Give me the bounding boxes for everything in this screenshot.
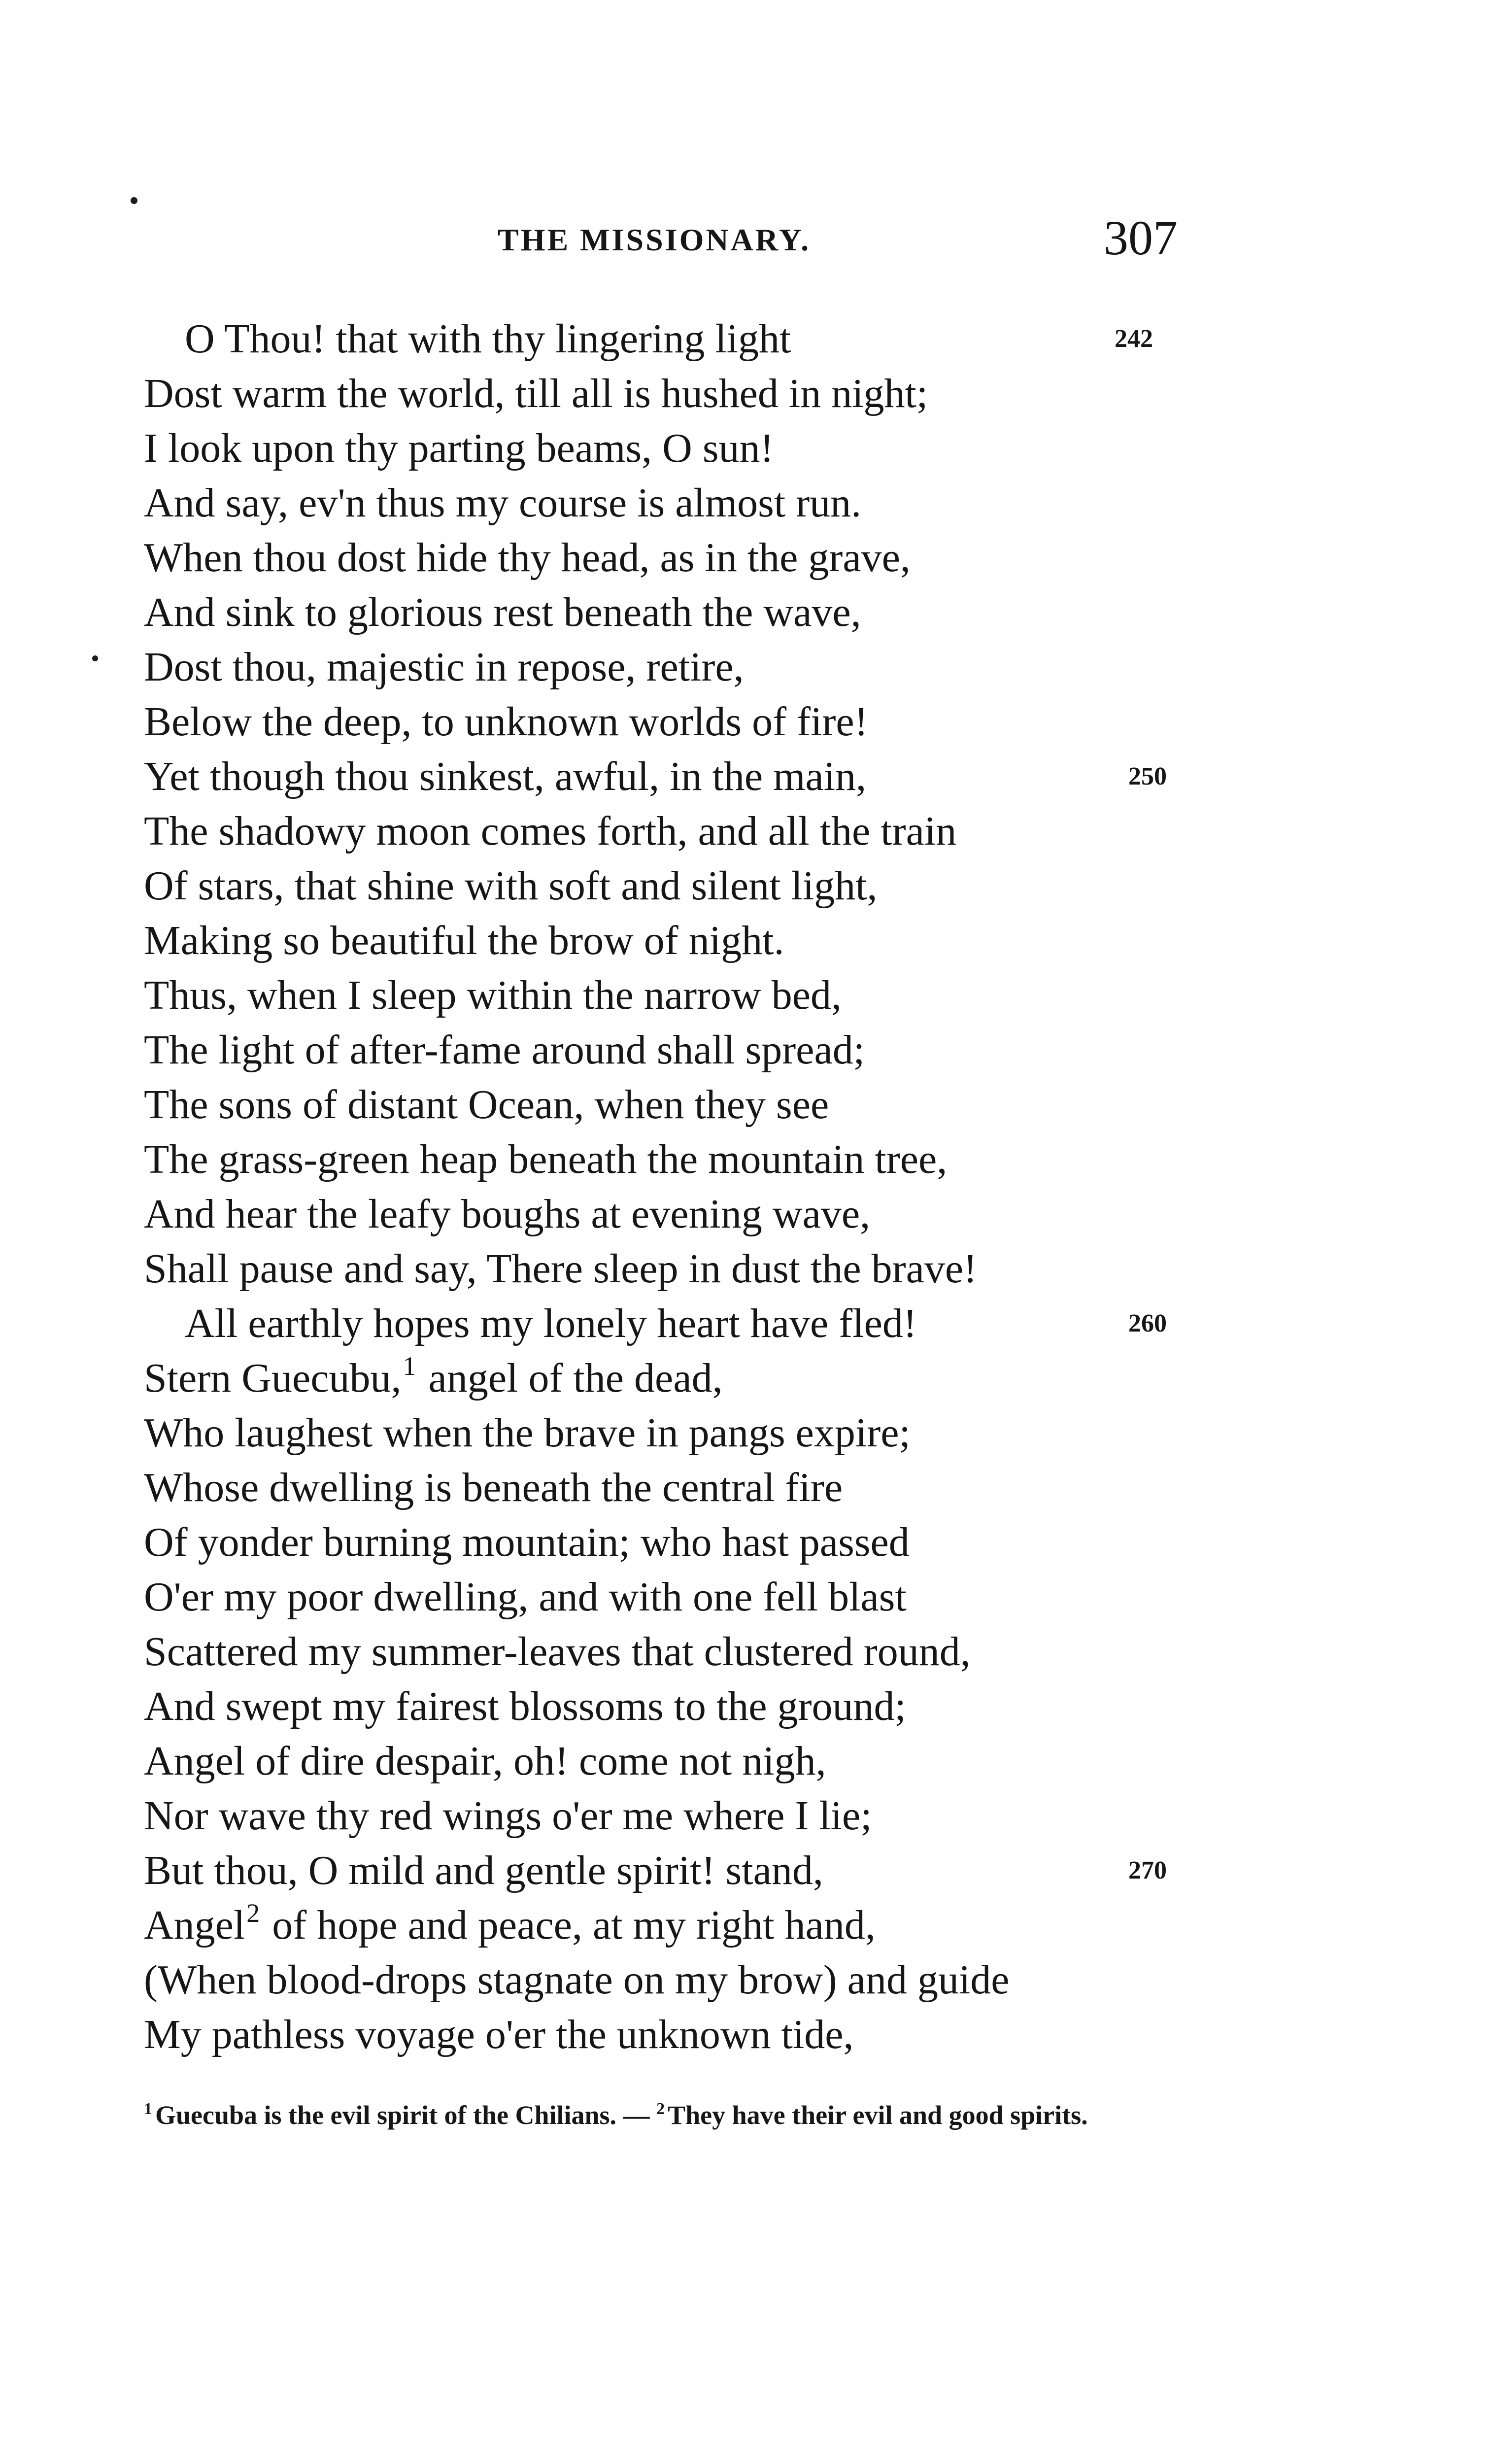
poem-line-words: The sons of distant Ocean, when they see [144,1082,829,1128]
poem-line [0,1788,1491,1843]
poem-line [0,311,1491,366]
poem-line [0,1405,1491,1460]
poem-line-words: Angel [144,1902,245,1948]
poem-line-text [144,1077,829,1132]
poem-line-words: My pathless voyage o'er the unknown tide, [144,2012,854,2057]
line-number: 242 [1115,325,1153,353]
poem-line [0,1351,1491,1405]
poem-line-text [144,421,774,476]
poem-line-text [144,1843,823,1898]
poem-line [0,1952,1491,2007]
footnote-reference: 1 [403,1351,416,1381]
poem-line-text [144,2007,854,2062]
poem-line-text [144,1241,977,1296]
poem-line [0,1132,1491,1187]
line-number: 260 [1128,1309,1167,1337]
poem-line [0,1077,1491,1132]
poem-line-text [144,1570,907,1624]
poem-line-words: And say, ev'n thus my course is almost run. [144,480,862,526]
footnote-1-marker: 1 [144,2100,152,2118]
poem-line-text [144,1679,906,1734]
poem-line-words: Of stars, that shine with soft and silent light, [144,863,878,909]
poem-line [0,1460,1491,1515]
poem-line-words: (When blood-drops stagnate on my brow) and guide [144,1957,1010,2003]
poem-line-text [144,1788,872,1843]
footnote-1-text: Guecuba is the evil spirit of the Chilians. — [155,2100,650,2130]
poem-line [0,1515,1491,1570]
poem-line-words: O'er my poor dwelling, and with one fell blast [144,1574,907,1620]
poem-line-text [144,968,842,1023]
poem-line [0,749,1491,804]
poem-line-words-continued: angel of the dead, [418,1355,723,1401]
poem-line-words: The grass-green heap beneath the mountain tree, [144,1136,948,1182]
poem-line-text [144,1952,1010,2007]
poem-line [0,1898,1491,1952]
poem-line-words: I look upon thy parting beams, O sun! [144,425,774,471]
poem-line-words: Dost thou, majestic in repose, retire, [144,644,744,690]
poem-line [0,913,1491,968]
poem-line-text [144,1898,876,1952]
poem-line-text [144,1187,870,1241]
poem-line-text [144,530,911,585]
poem-line-words-continued: of hope and peace, at my right hand, [262,1902,876,1948]
poem-line [0,366,1491,421]
page-number: 307 [1104,210,1178,265]
poem-body [0,311,1491,2062]
poem-line-text [144,804,956,858]
footnote-2-text: They have their evil and good spirits. [668,2100,1088,2130]
ink-speck [92,655,98,661]
poem-line [0,804,1491,858]
poem-line-text [144,749,866,804]
poem-line-words: O Thou! that with thy lingering light [185,316,791,362]
poem-line [0,1734,1491,1788]
poem-line-text [144,1734,826,1788]
poem-line-text [144,1351,723,1405]
poem-line [0,1296,1491,1351]
line-number: 250 [1128,762,1167,790]
poem-line-words: Shall pause and say, There sleep in dust the brave! [144,1246,978,1292]
footnote-reference: 2 [246,1898,260,1928]
poem-line [0,2007,1491,2062]
poem-line-text [144,476,861,530]
ink-speck [131,197,137,204]
poem-line-text [144,366,928,421]
poem-line [0,968,1491,1023]
poem-line-words: But thou, O mild and gentle spirit! stand, [144,1848,823,1893]
poem-line-text [144,1515,910,1570]
poem-line-text [144,1624,971,1679]
poem-line [0,1023,1491,1077]
poem-line-words: All earthly hopes my lonely heart have fled! [185,1300,917,1346]
poem-line [0,421,1491,476]
running-title: THE MISSIONARY. [498,222,811,257]
poem-line-words: Who laughest when the brave in pangs expire; [144,1410,911,1456]
poem-line-text [144,694,868,749]
poem-line [0,1624,1491,1679]
poem-line [0,476,1491,530]
poem-line-text [144,1132,947,1187]
poem-line [0,1187,1491,1241]
poem-line-words: Angel of dire despair, oh! come not nigh, [144,1738,826,1784]
poem-line-text [144,858,878,913]
poem-line-text [144,585,861,640]
poem-line-words: Stern Guecubu, [144,1355,402,1401]
poem-line-words: And sink to glorious rest beneath the wave, [144,589,861,635]
poem-line [0,1843,1491,1898]
poem-line-text [144,1405,911,1460]
line-number: 270 [1128,1856,1167,1884]
poem-line-text [144,1023,865,1077]
poem-line-text [144,1460,843,1515]
poem-line-words: When thou dost hide thy head, as in the grave, [144,535,911,581]
poem-line [0,1570,1491,1624]
poem-line [0,1241,1491,1296]
poem-line-words: Nor wave thy red wings o'er me where I lie; [144,1793,872,1839]
footnotes [144,2097,1186,2133]
poem-line [0,858,1491,913]
poem-line [0,585,1491,640]
poem-line-words: Whose dwelling is beneath the central fire [144,1465,843,1510]
poem-line-words: And swept my fairest blossoms to the ground; [144,1683,906,1729]
poem-line-words: Making so beautiful the brow of night. [144,918,784,963]
poem-line [0,1679,1491,1734]
poem-line-text [144,640,744,694]
poem-line-words: Thus, when I sleep within the narrow bed, [144,972,842,1018]
poem-line-text [185,311,791,366]
poem-line-text [144,913,784,968]
poem-line [0,530,1491,585]
poem-line-words: Dost warm the world, till all is hushed in night; [144,371,928,416]
poem-line-words: And hear the leafy boughs at evening wave, [144,1191,871,1237]
poem-line-text [185,1296,917,1351]
poem-line-words: Scattered my summer-leaves that clustered round, [144,1629,971,1675]
poem-line-words: The light of after-fame around shall spread; [144,1027,865,1073]
footnote-2-marker: 2 [656,2100,665,2118]
poem-line-words: Of yonder burning mountain; who hast passed [144,1519,910,1565]
poem-line-words: Yet though thou sinkest, awful, in the main, [144,753,867,799]
poem-line [0,694,1491,749]
poem-line-words: The shadowy moon comes forth, and all the train [144,808,957,854]
poem-line-words: Below the deep, to unknown worlds of fire! [144,699,868,745]
poem-line [0,640,1491,694]
